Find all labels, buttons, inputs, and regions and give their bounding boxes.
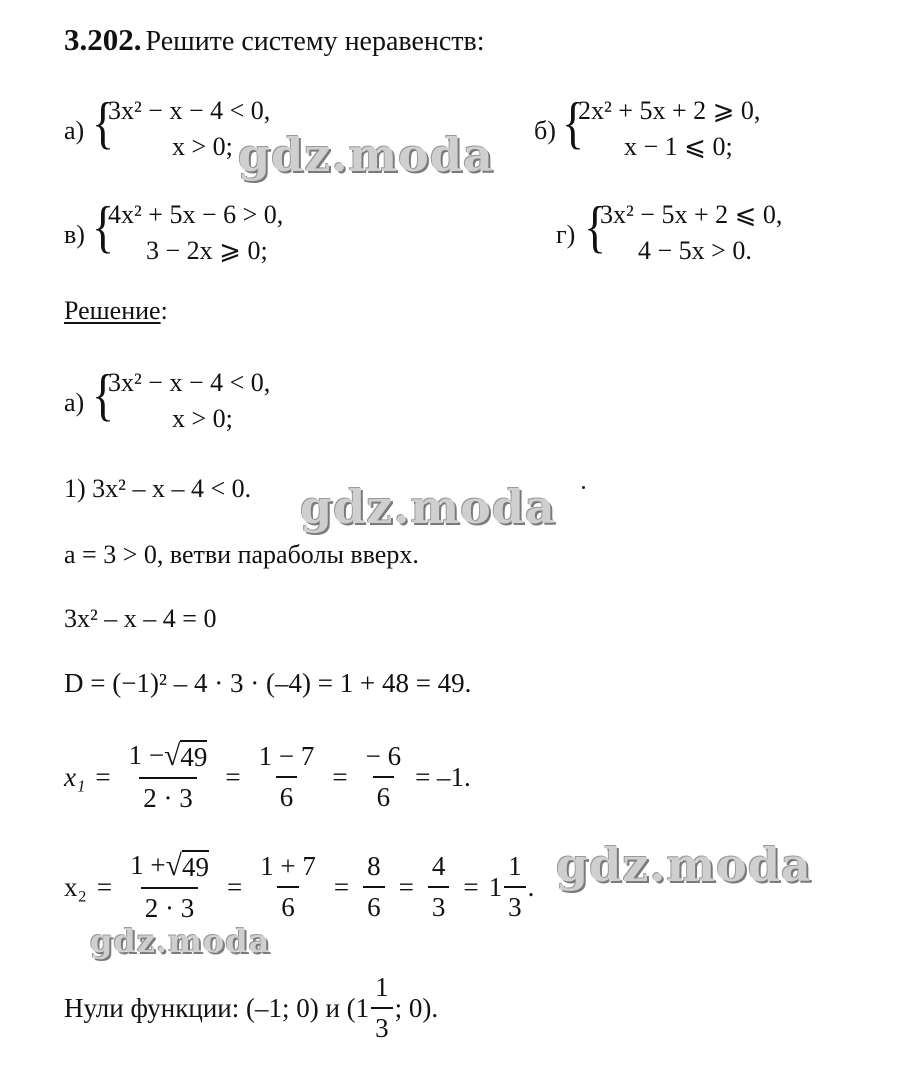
system-line-1: 2x² + 5x + 2 ⩾ 0,: [578, 96, 761, 125]
brace-icon: {: [92, 362, 115, 427]
equals-sign: =: [95, 761, 111, 792]
fraction-numerator: 1 − 7: [258, 741, 315, 771]
fraction-numerator: 1 −: [128, 740, 165, 770]
fraction-numerator: 8: [367, 851, 381, 881]
fraction-denominator: 3: [371, 1007, 393, 1044]
system-label: г): [556, 220, 576, 249]
fraction: [126, 850, 213, 924]
sqrt-icon: √: [164, 740, 181, 772]
solution-heading-colon: :: [160, 296, 168, 325]
problem-statement: Решите систему неравенств:: [145, 26, 485, 57]
fraction-denominator: 2 · 3: [139, 777, 197, 814]
system-label: в): [64, 220, 85, 249]
problem-header: [64, 22, 485, 58]
fraction: [125, 740, 212, 814]
equals-sign: =: [333, 871, 350, 902]
system-line-1: 3x² − x − 4 < 0,: [108, 96, 271, 125]
scan-speck: [582, 486, 585, 489]
system-label: а): [64, 116, 85, 145]
equals-sign: =: [332, 761, 348, 792]
fraction-denominator: 6: [363, 886, 385, 923]
x2-symbol: x₂: [64, 871, 87, 902]
brace-icon: {: [584, 194, 607, 259]
zeros-prefix: Нули функции: (–1; 0) и (: [64, 992, 356, 1023]
fraction: [363, 851, 385, 923]
system-label: б): [534, 116, 556, 145]
fraction-numerator: 1 +: [130, 850, 166, 880]
discriminant: D = (−1)² – 4 · 3 · (–4) = 1 + 48 = 49.: [64, 668, 472, 698]
watermark-logo: gdz.moda: [556, 838, 812, 892]
system-label: а): [64, 388, 85, 417]
fraction-denominator: 2 · 3: [141, 887, 199, 924]
radicand: 49: [181, 852, 209, 882]
fraction-numerator: 1: [508, 851, 522, 881]
fraction: [256, 851, 320, 923]
fraction-denominator: 6: [373, 776, 395, 813]
fraction: [362, 741, 405, 813]
x2-tail: .: [527, 871, 535, 902]
fraction: [371, 972, 393, 1044]
fraction-denominator: 6: [277, 886, 299, 923]
system-line-1: 4x² + 5x − 6 > 0,: [108, 200, 284, 229]
root-x1: [64, 740, 471, 814]
mixed-number: [489, 851, 528, 923]
watermark-logo: gdz.moda: [238, 128, 494, 182]
system-line-2: x − 1 ⩽ 0;: [624, 132, 733, 161]
system-line-1: 3x² − x − 4 < 0,: [108, 368, 271, 397]
branches-text: a = 3 > 0, ветви параболы вверх.: [64, 540, 419, 569]
equals-sign: =: [225, 761, 241, 792]
function-zeros: [64, 972, 438, 1044]
fraction-numerator: 1 + 7: [260, 851, 316, 881]
equals-sign: =: [96, 871, 113, 902]
fraction-denominator: 6: [276, 776, 298, 813]
problem-number: 3.202.: [64, 22, 142, 57]
fraction: [255, 741, 319, 813]
mixed-number: [356, 972, 395, 1044]
x1-result: = –1.: [415, 761, 471, 792]
equals-sign: =: [398, 871, 414, 902]
system-line-2: 4 − 5x > 0.: [638, 236, 752, 265]
watermark-logo: gdz.moda: [90, 922, 271, 960]
mixed-whole: 1: [355, 992, 370, 1023]
zeros-suffix: ; 0).: [394, 992, 439, 1023]
step-1: 1) 3x² – x – 4 < 0.: [64, 474, 252, 503]
system-line-2: x > 0;: [172, 404, 233, 433]
fraction: [428, 851, 450, 923]
brace-icon: {: [92, 194, 115, 259]
system-line-2: x > 0;: [172, 132, 233, 161]
fraction-denominator: 3: [504, 886, 526, 923]
system-line-1: 3x² − 5x + 2 ⩽ 0,: [600, 200, 783, 229]
equals-sign: =: [463, 871, 479, 902]
sqrt-icon: √: [165, 850, 182, 882]
fraction-numerator: 4: [431, 851, 446, 881]
quadratic-equation: 3x² – x – 4 = 0: [64, 604, 217, 633]
fraction-numerator: 1: [375, 972, 389, 1002]
fraction: [504, 851, 526, 923]
watermark-logo: gdz.moda: [300, 480, 556, 534]
fraction-denominator: 3: [428, 886, 450, 923]
brace-icon: {: [92, 90, 115, 155]
fraction-numerator: − 6: [365, 741, 402, 771]
brace-icon: {: [562, 90, 585, 155]
solution-heading: [64, 296, 168, 326]
root-x2: [64, 850, 534, 924]
radicand: 49: [180, 742, 208, 772]
x1-symbol: x₁: [64, 761, 86, 792]
system-line-2: 3 − 2x ⩾ 0;: [146, 236, 268, 265]
solution-heading-text: Решение: [64, 296, 161, 325]
mixed-whole: 1: [488, 871, 503, 902]
equals-sign: =: [226, 871, 243, 902]
